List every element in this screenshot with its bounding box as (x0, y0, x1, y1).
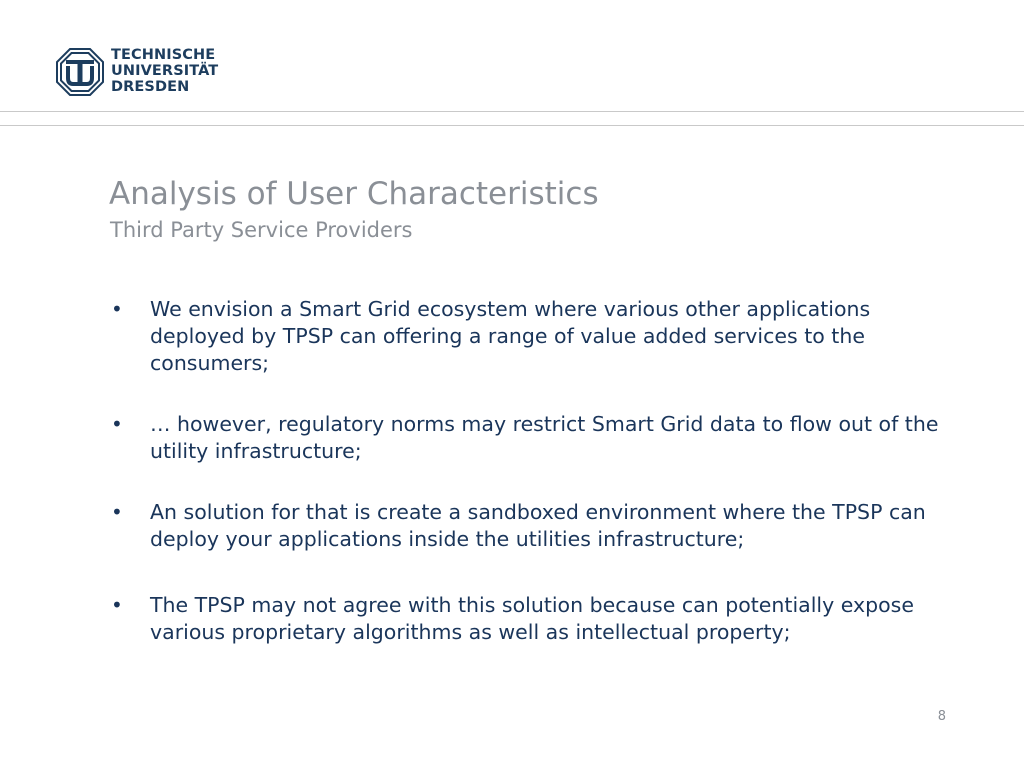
bullet-text: The TPSP may not agree with this solution because can potentially expose various proprietary algorithms as well as intellectual property; (150, 593, 914, 644)
bullet-list (111, 296, 941, 646)
bullet-text: An solution for that is create a sandboxed environment where the TPSP can deploy your applications inside the utilities infrastructure; (150, 500, 926, 551)
slide-title: Analysis of User Characteristics (109, 176, 599, 212)
bullet-point: • (111, 500, 123, 524)
bullet-point: • (111, 412, 123, 436)
university-name (111, 47, 218, 95)
tu-dresden-emblem-icon (56, 48, 104, 96)
bullet-item (111, 592, 941, 646)
logo-line-2: UNIVERSITÄT (111, 63, 219, 79)
bullet-text: … however, regulatory norms may restrict Smart Grid data to flow out of the utility infrastructure; (150, 412, 939, 463)
bullet-item (111, 411, 941, 465)
page-number: 8 (937, 709, 946, 724)
slide-subtitle: Third Party Service Providers (110, 218, 413, 242)
logo-line-1: TECHNISCHE (111, 47, 216, 63)
bullet-point: • (111, 297, 123, 321)
header-divider-bottom (0, 125, 1024, 126)
header-divider-top (0, 111, 1024, 112)
logo-line-3: DRESDEN (111, 79, 190, 95)
university-logo (56, 46, 236, 100)
bullet-item (111, 499, 941, 553)
bullet-item (111, 296, 941, 377)
bullet-point: • (111, 593, 123, 617)
bullet-text: We envision a Smart Grid ecosystem where various other applications deployed by TPSP can offering a range of value added services to the consumers; (150, 297, 871, 375)
